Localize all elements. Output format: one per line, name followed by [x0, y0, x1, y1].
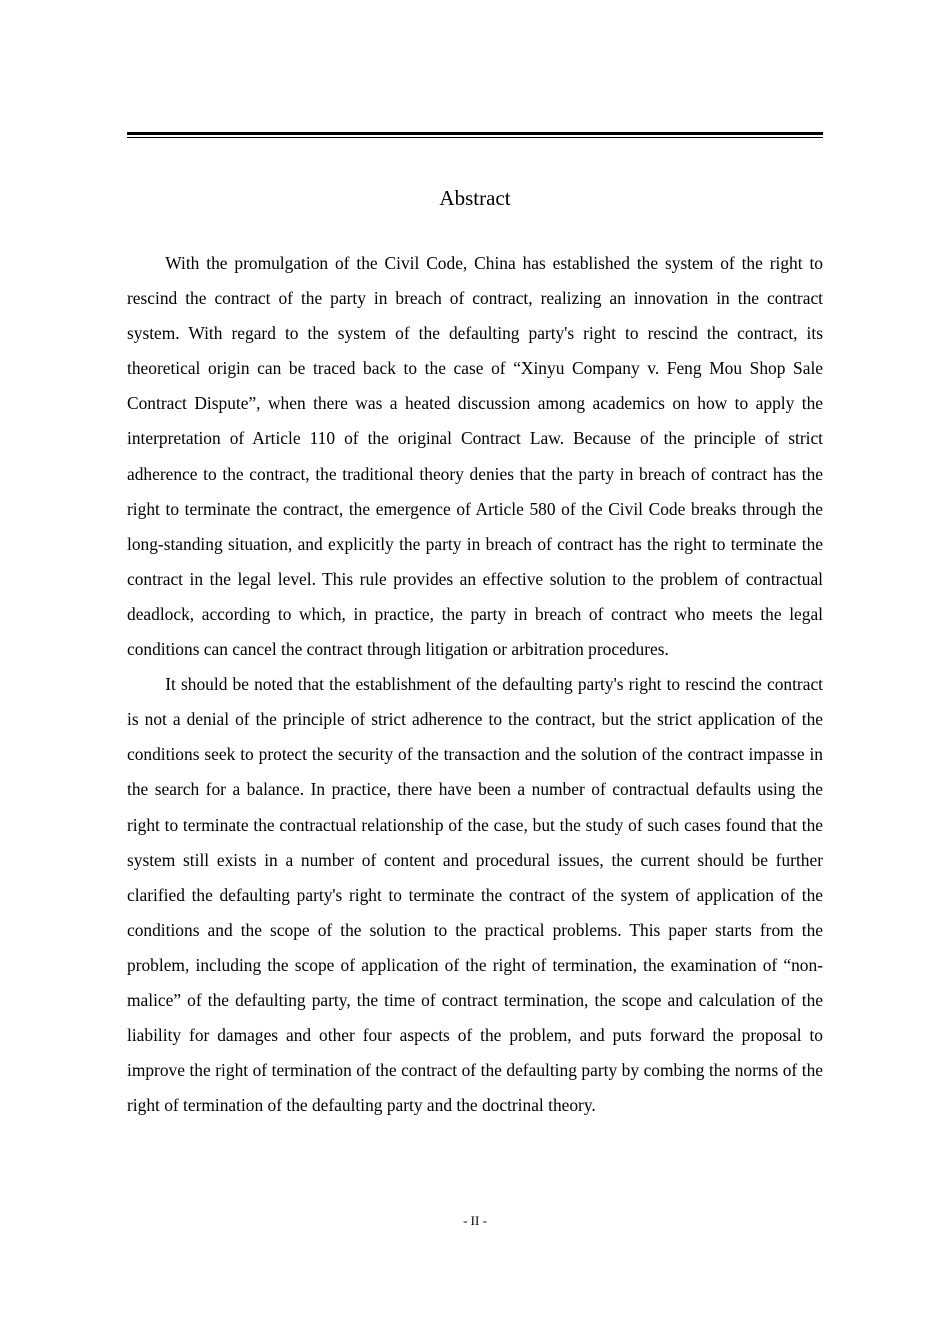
section-title: Abstract: [439, 186, 511, 210]
abstract-body: [127, 246, 823, 1123]
header-rule-thick: [127, 132, 823, 135]
abstract-paragraph-2: It should be noted that the establishment of the defaulting party's right to rescind the contract is not a denial of the principle of strict adherence to the contract, but the strict application of the conditions seek to protect the security of the transaction and the solution of the contract impasse in the search for a balance. In practice, there have been a number of contractual defaults using the right to terminate the contractual relationship of the case, but the study of such cases found that the system still exists in a number of content and procedural issues, the current should be further clarified the defaulting party's right to terminate the contract of the system of application of the conditions and the scope of the solution to the practical problems. This paper starts from the problem, including the scope of application of the right of termination, the examination of “non-malice” of the defaulting party, the time of contract termination, the scope and calculation of the liability for damages and other four aspects of the problem, and puts forward the proposal to improve the right of termination of the contract of the defaulting party by combing the norms of the right of termination of the defaulting party and the doctrinal theory.: [127, 674, 823, 1116]
abstract-paragraph-1: With the promulgation of the Civil Code, China has established the system of the right to rescind the contract of the party in breach of contract, realizing an innovation in the contract system. With regard to the system of the defaulting party's right to rescind the contract, its theoretical origin can be traced back to the case of “Xinyu Company v. Feng Mou Shop Sale Contract Dispute”, when there was a heated discussion among academics on how to apply the interpretation of Article 110 of the original Contract Law. Because of the principle of strict adherence to the contract, the traditional theory denies that the party in breach of contract has the right to terminate the contract, the emergence of Article 580 of the Civil Code breaks through the long-standing situation, and explicitly the party in breach of contract has the right to terminate the contract in the legal level. This rule provides an effective solution to the problem of contractual deadlock, according to which, in practice, the party in breach of contract who meets the legal conditions can cancel the contract through litigation or arbitration procedures.: [127, 253, 823, 660]
header-double-rule: [127, 132, 823, 138]
header-rule-thin: [127, 137, 823, 138]
page-number: - II -: [463, 1213, 487, 1228]
